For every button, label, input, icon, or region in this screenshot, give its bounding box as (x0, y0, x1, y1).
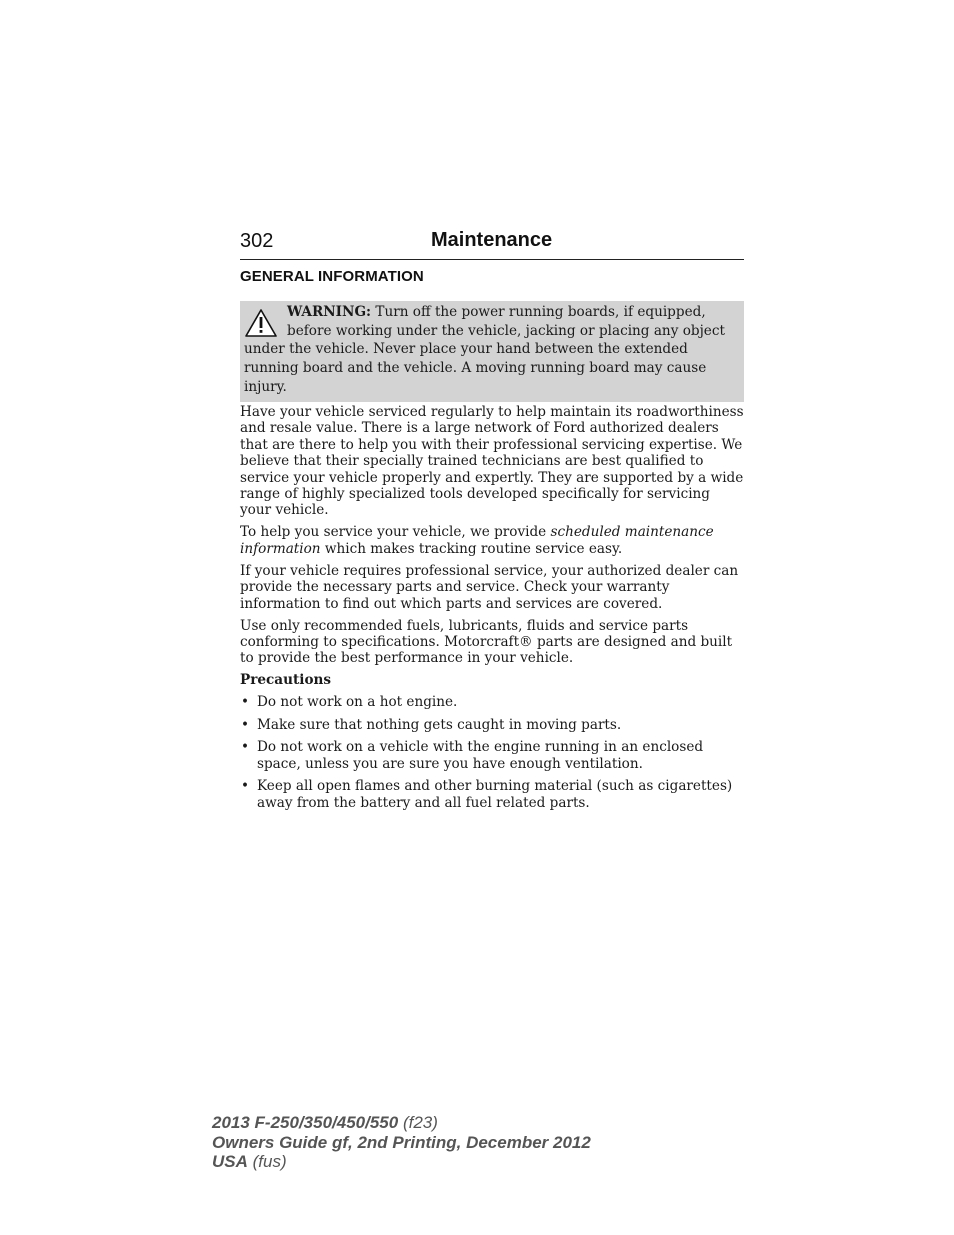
list-item (240, 717, 744, 733)
warning-box (240, 301, 744, 402)
bullet-icon: • (241, 739, 250, 756)
warning-line-5: injury. (244, 378, 287, 395)
footer-guide: Owners Guide gf, 2nd Printing, December 2012 (212, 1132, 591, 1152)
bullet-icon: • (241, 716, 250, 733)
precautions-heading: Precautions (240, 672, 332, 689)
warning-line-4: running board and the vehicle. A moving running board may cause (244, 360, 707, 377)
paragraph-scheduled-maintenance (240, 524, 744, 557)
warning-text (244, 303, 734, 397)
footer-region-code: (fus) (247, 1152, 287, 1171)
precautions-list (240, 694, 744, 810)
warning-label: WARNING: (287, 304, 372, 320)
chapter-title: Maintenance (431, 229, 553, 251)
list-item (240, 739, 744, 772)
body-text (240, 404, 744, 817)
section-heading: GENERAL INFORMATION (240, 268, 424, 285)
page-footer (212, 1113, 591, 1172)
page-number: 302 (240, 230, 274, 252)
list-item-text: Do not work on a vehicle with the engine running in an enclosed space, unless you are sure you have enough ventilation. (257, 739, 704, 772)
warning-line-3: under the vehicle. Never place your hand between the extended (244, 341, 688, 358)
footer-model-code: (f23) (398, 1113, 438, 1132)
bullet-icon: • (241, 778, 250, 795)
footer-region: USA (212, 1152, 248, 1171)
warning-line-2: before working under the vehicle, jacking or placing any object (287, 322, 725, 339)
bullet-icon: • (241, 694, 250, 711)
paragraph-2-start: To help you service your vehicle, we provide (240, 524, 551, 541)
list-item-text: Keep all open flames and other burning material (such as cigarettes) away from the battery and all fuel related parts. (257, 778, 733, 811)
list-item (240, 778, 744, 811)
paragraph-2-end: which makes tracking routine service easy. (320, 540, 623, 557)
list-item-text: Make sure that nothing gets caught in moving parts. (257, 716, 622, 733)
page-header (240, 229, 744, 260)
paragraph-professional-service: If your vehicle requires professional service, your authorized dealer can provide the necessary parts and service. Check your warranty information to find out which parts and services are covered. (240, 562, 739, 612)
footer-model: 2013 F-250/350/450/550 (212, 1113, 399, 1132)
list-item (240, 694, 744, 710)
list-item-text: Do not work on a hot engine. (257, 694, 458, 711)
paragraph-servicing: Have your vehicle serviced regularly to help maintain its roadworthiness and resale value. There is a large network of Ford authorized dealers that are there to help you with their professional servicing expertise. We believe that their specially trained technicians are best qualified to service your vehicle properly and expertly. They are supported by a wide range of highly specialized tools developed specifically for servicing your vehicle. (240, 404, 744, 519)
warning-line-1: Turn off the power running boards, if equipped, (371, 304, 706, 320)
paragraph-recommended-parts: Use only recommended fuels, lubricants, fluids and service parts conforming to specifications. Motorcraft® parts are designed and built to provide the best performance in your vehicle. (240, 617, 733, 667)
scheduled-maintenance-term: scheduled maintenance information (240, 524, 714, 557)
